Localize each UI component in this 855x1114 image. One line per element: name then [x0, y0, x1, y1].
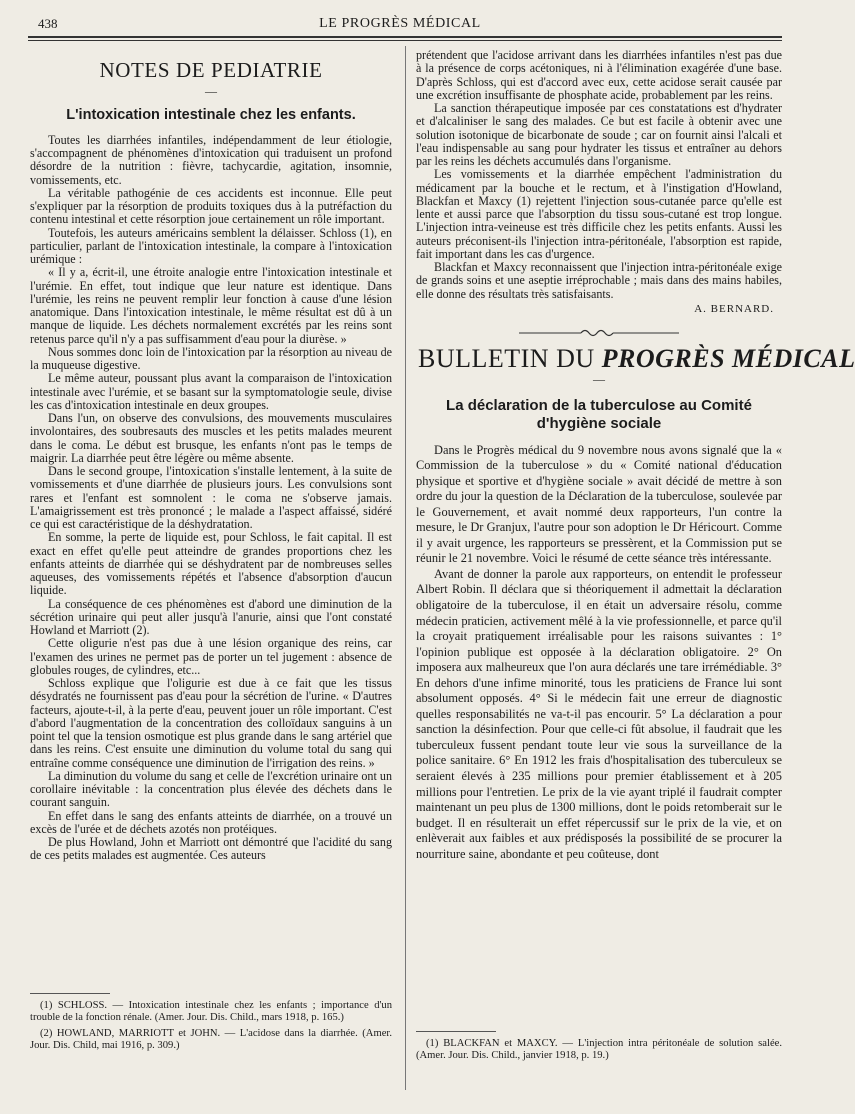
paragraph: Toutes les diarrhées infantiles, indépendamment de leur étiologie, s'accompagnent de phénomènes d'intoxication qui traduisent un profond désordre de la nutrition : fièvre, tachycardie, agitation, insomnie, vomissements, etc.	[30, 132, 392, 187]
paragraph: La conséquence de ces phénomènes est d'abord une diminution de la sécrétion urinaire qui peut aller jusqu'à l'anurie, ainsi que l'ont constaté Howland et Marriott (2).	[30, 596, 392, 637]
title-dash: —	[205, 84, 217, 99]
right-footnotes	[416, 1031, 782, 1066]
bulletin-title: La déclaration de la tuberculose au Comité d'hygiène sociale	[446, 396, 752, 432]
footnote: (1) SCHLOSS. — Intoxication intestinale chez les enfants ; importance d'un trouble de la fonction rénale. (Amer. Jour. Dis. Child., mars 1918, p. 165.)	[30, 1000, 392, 1023]
paragraph: Nous sommes donc loin de l'intoxication par la résorption au niveau de la muqueuse digestive.	[30, 344, 392, 372]
paragraph: Dans le second groupe, l'intoxication s'installe lentement, à la suite de vomissements et d'une diarrhée de plusieurs jours. Les convulsions sont rares et l'enfant est somnolent : le coma ne s'observe jamais. L'amaigrissement est très prononcé ; le malade a l'aspect affaissé, sidéré ce qui est caractéristique de la déshydratation.	[30, 464, 392, 531]
bulletin-body	[416, 443, 782, 863]
article-title: L'intoxication intestinale chez les enfants.	[66, 106, 356, 123]
left-footnotes	[30, 993, 392, 1056]
flourish-icon	[519, 328, 679, 338]
bulletin-heading	[416, 344, 855, 373]
bulletin-heading-plain: BULLETIN DU	[418, 344, 602, 373]
paragraph: En somme, la perte de liquide est, pour Schloss, le fait capital. Il est exact en effet qu'elle peut atteindre de grandes proportions chez les enfants atteints de diarrhée qui se déshydratent par de nombreuses selles aqueuses, des vomissements répétés et l'absence d'absorption d'aucun liquide.	[30, 530, 392, 598]
paragraph: Blackfan et Maxcy reconnaissent que l'injection intra-péritonéale exige de grands soins et une aseptie irréprochable ; mais dans des mains habiles, elle donne des résultats très satisfaisants.	[416, 260, 782, 301]
running-head: LE PROGRÈS MÉDICAL	[319, 16, 481, 31]
paragraph: « Il y a, écrit-il, une étroite analogie entre l'intoxication intestinale et l'urémie. En effet, tout indique que leur nature est identique. Dans l'urémie, les reins ne peuvent remplir leur fonction à cause d'une lésion anatomique. Dans l'intoxication intestinale, le même résultat est dû à un manque de liquide. Les déchets normalement excrétés par les reins sont retenus parce qu'il n'y a pas suffisamment d'eau pour la diurèse. »	[30, 265, 392, 346]
right-column	[416, 48, 855, 862]
paragraph: Schloss explique que l'oligurie est due à ce fait que les tissus désydratés ne fournissent pas d'eau pour la sécrétion de l'urine. « D'autres facteurs, ajoute-t-il, à la perte d'eau, peuvent jouer un rôle important. C'est d'abord l'augmentation de la concentration des colloïdaux sanguins à un point tel que la tension osmotique est plus grande dans le sang artériel que dans les reins. C'est ensuite une diminution du volume total du sang qui entraîne comme conséquence une diminution de l'irrigation des reins. »	[30, 676, 392, 770]
paragraph: La diminution du volume du sang et celle de l'excrétion urinaire ont un corollaire inévitable : la concentration plus élevée des déchets dans le courant sanguin.	[30, 768, 392, 810]
paragraph: Toutefois, les auteurs américains semblent la délaisser. Schloss (1), en particulier, parlant de l'intoxication intestinale, la compare à l'intoxication urémique :	[30, 225, 392, 266]
header-rule	[28, 36, 782, 38]
paragraph: Dans l'un, on observe des convulsions, des mouvements musculaires involontaires, des soubresauts des muscles et les petits malades meurent dans le coma. Le début est brusque, les enfants n'ont pas le temps de maigrir. La diarrhée peut être légère ou même absente.	[30, 411, 392, 465]
section-title: NOTES DE PEDIATRIE	[99, 58, 323, 82]
bulletin-dash: —	[593, 372, 605, 387]
left-column	[30, 58, 392, 863]
bulletin-heading-italic: PROGRÈS MÉDICAL	[601, 344, 855, 373]
paragraph: Le même auteur, poussant plus avant la comparaison de l'intoxication intestinale avec l'urémie, et se basant sur la symptomatologie seule, divise les cas d'intoxication intestinale en deux groupes.	[30, 371, 392, 412]
paragraph: En effet dans le sang des enfants atteints de diarrhée, on a trouvé un excès de l'urée et de déchets azotés non protéiques.	[30, 808, 392, 836]
page-number: 438	[38, 16, 58, 31]
paragraph: prétendent que l'acidose arrivant dans les diarrhées infantiles n'est pas due à la présence de corps acétoniques, ni à l'élimination exagérée d'une base. D'après Schloss, qui est d'accord avec eux, cette acidose serait causée par une excrétion insuffisante de phosphate acide, probablement par les reins.	[416, 48, 782, 102]
column-divider	[405, 46, 406, 1090]
footnote-rule	[416, 1031, 496, 1032]
paragraph: Dans le Progrès médical du 9 novembre nous avons signalé que la « Commission de la tuberculose » du « Comité national d'éducation physique et sportive et d'hygiène sociale » avait décidé de mettre à son ordre du jour la question de la Déclaration de la tuberculose, soulevée par le Gouvernement, et avait nommé deux rapporteurs, l'un contre la mesure, le Dr Granjux, l'autre pour son adoption le Dr Héricourt. Comme il y avait urgence, les rapporteurs se pressèrent, et la Commission put se réunir le 21 novembre. Voici le résumé de cette séance très intéressante.	[416, 442, 782, 566]
header-rule-thin	[28, 40, 782, 41]
footnote: (1) BLACKFAN et MAXCY. — L'injection intra péritonéale de solution salée. (Amer. Jour. Dis. Child., janvier 1918, p. 19.)	[416, 1038, 782, 1061]
paragraph: Les vomissements et la diarrhée empêchent l'administration du médicament par la bouche et le rectum, et à l'instigation d'Howland, Blackfan et Maxcy (1) rejettent l'injection sous-cutanée parce qu'elle est lente et aussi parce que l'absorption du tissu sous-cutané est trop longue. L'injection intra-veineuse est très difficile chez les petits enfants. Aussi les auteurs préconisent-ils l'injection intra-péritonéale, l'absorption est rapide, fait important dans les cas d'urgence.	[416, 167, 782, 261]
paragraph: La sanction thérapeutique imposée par ces constatations est d'hydrater et d'alcaliniser le sang des malades. Ce but est facile à obtenir avec une solution isotonique de bicarbonate de soude ; car on fournit ainsi l'alcali et l'eau indispensable au sang pour hydrater les tissus et entraîner au dehors par les reins les déchets accumulés dans l'organisme.	[416, 101, 782, 168]
paragraph: De plus Howland, John et Marriott ont démontré que l'acidité du sang de ces petits malades est augmentée. Ces auteurs	[30, 835, 392, 863]
footnote: (2) HOWLAND, MARRIOTT et JOHN. — L'acidose dans la diarrhée. (Amer. Jour. Dis. Child, mai 1916, p. 309.)	[30, 1028, 392, 1051]
paragraph: Cette oligurie n'est pas due à une lésion organique des reins, car l'examen des urines ne permet pas de porter un tel jugement : absence de globules rouges, de cylindres, etc...	[30, 636, 392, 677]
paragraph: La véritable pathogénie de ces accidents est inconnue. Elle peut s'expliquer par la résorption de produits toxiques dus à la putréfaction du contenu intestinal et cette résorption joue certainement un rôle important.	[30, 185, 392, 227]
ornament-divider	[416, 328, 782, 340]
author-signature: A. BERNARD.	[694, 302, 774, 315]
footnote-rule	[30, 993, 110, 994]
paragraph: Avant de donner la parole aux rapporteurs, on entendit le professeur Albert Robin. Il déclara que si théoriquement il admettait la déclaration obligatoire de la tuberculose, il en était un adversaire résolu, comme médecin praticien, activement mêlé à la vie professionnelle, et parce qu'il la croyait pratiquement irréalisable pour les raisons suivantes : 1° l'opinion publique est opposée à la déclaration obligatoire. 2° On imposera aux malheureux que l'on aura déclarés une tare irrémédiable. 3° En dehors d'une infime minorité, tous les praticiens de France lui sont absolument opposés. 4° Si le médecin fait une erreur de diagnostic quelles responsabilités ne va-t-il pas encourir. 5° La déclaration a pour sanction la désinfection. Pour que celle-ci fût absolue, il faudrait que les tuberculeux fussent pendant toute leur vie sous la surveillance de la police sanitaire. 6° En 1912 les frais d'hospitalisation des tuberculeux se seraient élevés à 235 millions pour premier établissement et à 205 millions pour l'entretien. Le prix de la vie ayant triplé il faudrait compter maintenant un peu plus de 1300 millions, dont le poids retomberait sur le budget. Il en résulterait un effet répercussif sur le prix de la vie, et on enlèverait aux faibles et aux prédisposés la possibilité de se procurer la nourriture saine, abondante et peu coûteuse, dont	[416, 566, 782, 861]
